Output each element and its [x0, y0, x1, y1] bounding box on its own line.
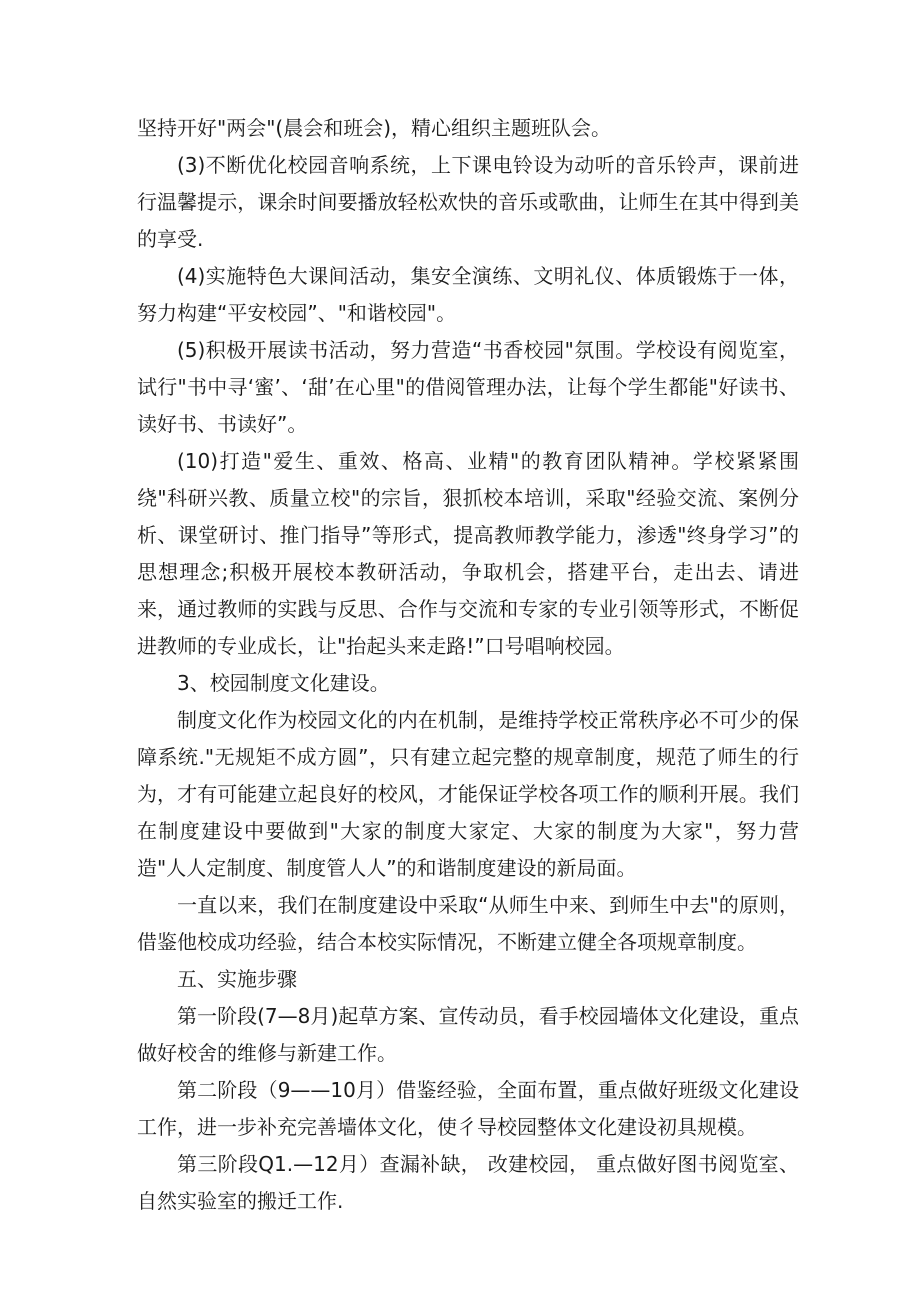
paragraph-rules-principle: 一直以来，我们在制度建设中采取“从师生中来、到师生中去"的原则，借鉴他校成功经验，结合本校实际情况，不断建立健全各项规章制度。	[137, 893, 799, 954]
paragraph-institutional-culture: 制度文化作为校园文化的内在机制，是维持学校正常秩序必不可少的保障系统."无规矩不成方圆”，只有建立起完整的规章制度，规范了师生的行为，才有可能建立起良好的校风，才能保证学校各项工作的顺利开展。我们在制度建设中要做到"大家的制度大家定、大家的制度为大家"，努力营造"人人定制度、制度管人人”的和谐制度建设的新局面。	[137, 708, 799, 880]
paragraph-audio-system: (3)不断优化校园音响系统，上下课电铃设为动听的音乐铃声，课前进行温馨提示，课余时间要播放轻松欢快的音乐或歌曲，让师生在其中得到美的享受.	[137, 153, 799, 251]
paragraph-phase-one: 第一阶段(7—8月)起草方案、宣传动员，看手校园墙体文化建设，重点做好校舍的维修与新建工作。	[137, 1004, 799, 1065]
paragraph-teacher-team: (10)打造"爱生、重效、格高、业精"的教育团队精神。学校紧紧围绕"科研兴教、质量立校"的宗旨，狠抓校本培训，采取"经验交流、案例分析、课堂研讨、推门指导”等形式，提高教师教学能力，渗透"终身学习”的思想理念;积极开展校本教研活动，争取机会，搭建平台，走出去、请进来，通过教师的实践与反思、合作与交流和专家的专业引领等形式，不断促进教师的专业成长，让"抬起头来走路!”口号唱响校园。	[137, 449, 799, 658]
paragraph-phase-two: 第二阶段（9——10月）借鉴经验，全面布置，重点做好班级文化建设工作，进一步补充完善墙体文化，使彳导校园整体文化建设初具规模。	[137, 1078, 799, 1139]
document-body	[137, 110, 799, 1220]
paragraph-reading-activities: (5)积极开展读书活动，努力营造“书香校园"氛围。学校设有阅览室，试行"书中寻‘蜜’、‘甜’在心里"的借阅管理办法，让每个学生都能"好读书、读好书、书读好”。	[137, 338, 799, 436]
paragraph-recess-activities: (4)实施特色大课间活动，集安全演练、文明礼仪、体质锻炼于一体，努力构建“平安校园”、"和谐校园"。	[137, 264, 799, 325]
heading-implementation-steps: 五、实施步骤	[177, 967, 297, 991]
paragraph-two-meetings: 坚持开好"两会"(晨会和班会)，精心组织主题班队会。	[137, 116, 612, 140]
paragraph-phase-three: 第三阶段Q1.—12月）查漏补缺， 改建校园， 重点做好图书阅览室、自然实验室的搬迁工作.	[137, 1152, 799, 1213]
heading-institutional-culture: 3、校园制度文化建设。	[177, 671, 390, 695]
